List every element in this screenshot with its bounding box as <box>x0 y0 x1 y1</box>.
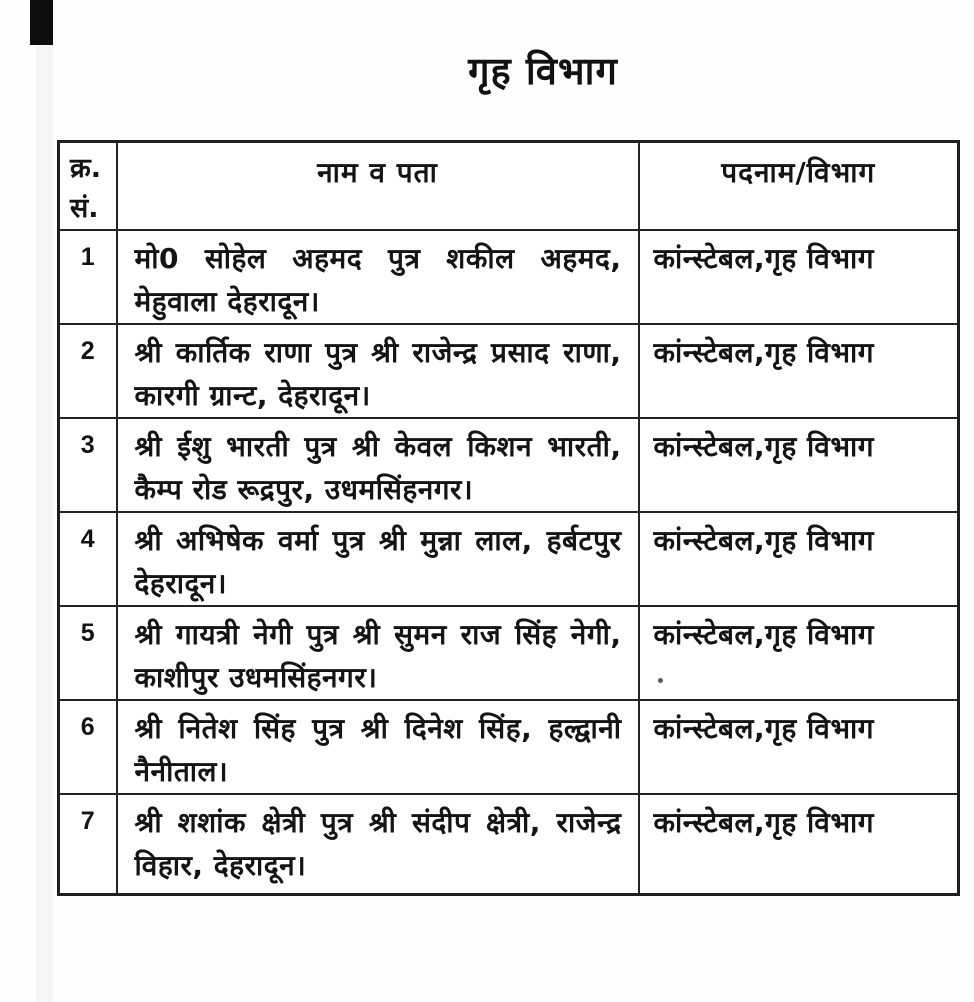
designation-text: कांन्स्टेबल,गृह विभाग <box>653 618 875 651</box>
designation-cell: कांन्स्टेबल,गृह विभाग <box>639 230 959 324</box>
serial-cell: 1 <box>59 230 117 324</box>
serial-cell: 6 <box>59 700 117 794</box>
table-row <box>59 418 959 512</box>
table-header-row <box>59 142 959 231</box>
table-row <box>59 606 959 700</box>
table-row <box>59 700 959 794</box>
serial-cell: 4 <box>59 512 117 606</box>
name-address-cell: श्री ईशु भारती पुत्र श्री केवल किशन भारती, कैम्प रोड रूद्रपुर, उधमसिंहनगर। <box>117 418 639 512</box>
name-address-cell: श्री नितेश सिंह पुत्र श्री दिनेश सिंह, हल्द्वानी नैनीताल। <box>117 700 639 794</box>
name-address-cell: श्री अभिषेक वर्मा पुत्र श्री मुन्ना लाल, हर्बटपुर देहरादून। <box>117 512 639 606</box>
designation-cell: कांन्स्टेबल,गृह विभाग <box>639 418 959 512</box>
scan-dot-artifact <box>658 678 663 683</box>
designation-cell <box>639 606 959 700</box>
designation-cell: कांन्स्टेबल,गृह विभाग <box>639 324 959 418</box>
header-serial-line1: क्र. <box>70 153 101 184</box>
serial-cell: 3 <box>59 418 117 512</box>
designation-cell: कांन्स्टेबल,गृह विभाग <box>639 512 959 606</box>
scan-corner-artifact <box>30 0 53 45</box>
designation-cell: कांन्स्टेबल,गृह विभाग <box>639 700 959 794</box>
page-title: गृह विभाग <box>468 49 618 93</box>
name-address-cell: श्री कार्तिक राणा पुत्र श्री राजेन्द्र प्रसाद राणा, कारगी ग्रान्ट, देहरादून। <box>117 324 639 418</box>
table-row <box>59 230 959 324</box>
table-row <box>59 324 959 418</box>
header-serial-line2: सं. <box>70 193 99 224</box>
serial-cell: 5 <box>59 606 117 700</box>
designation-cell: कांन्स्टेबल,गृह विभाग <box>639 794 959 894</box>
header-name-address: नाम व पता <box>117 142 639 231</box>
table-row <box>59 794 959 894</box>
serial-cell: 7 <box>59 794 117 894</box>
header-serial-number <box>59 142 117 231</box>
scan-edge-strip <box>36 0 53 1002</box>
name-address-cell: मो0 सोहेल अहमद पुत्र शकील अहमद, मेहुवाला देहरादून। <box>117 230 639 324</box>
name-address-cell: श्री शशांक क्षेत्री पुत्र श्री संदीप क्षेत्री, राजेन्द्र विहार, देहरादून। <box>117 794 639 894</box>
name-address-cell: श्री गायत्री नेगी पुत्र श्री सुमन राज सिंह नेगी, काशीपुर उधमसिंहनगर। <box>117 606 639 700</box>
header-designation: पदनाम/विभाग <box>639 142 959 231</box>
department-staff-table <box>57 140 960 896</box>
table-row <box>59 512 959 606</box>
serial-cell: 2 <box>59 324 117 418</box>
